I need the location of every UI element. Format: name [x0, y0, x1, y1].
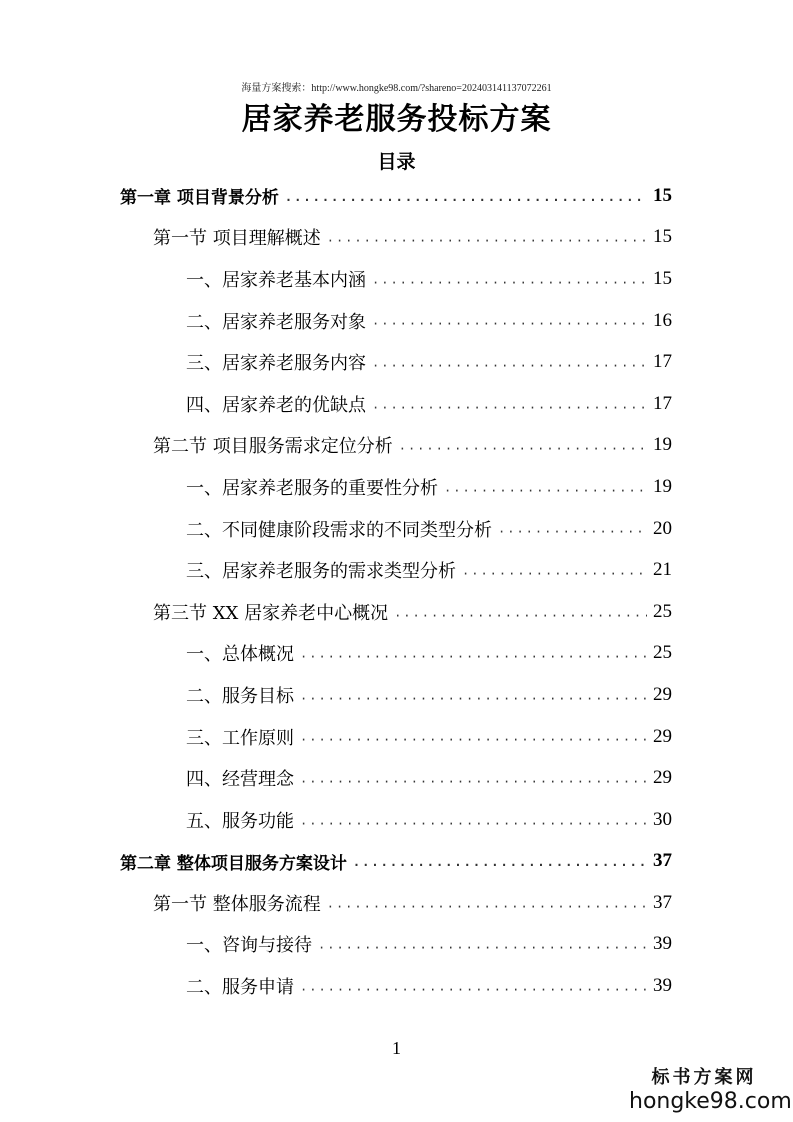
- toc-dot-leader: [394, 605, 647, 619]
- toc-entry-page-number: 29: [653, 725, 672, 747]
- toc-entry[interactable]: [0, 425, 793, 467]
- toc-entry-page-number: 29: [653, 683, 672, 705]
- toc-dot-leader: [444, 480, 647, 494]
- toc-entry[interactable]: [0, 716, 793, 758]
- toc-dot-leader: [399, 438, 647, 452]
- toc-entry-label: 第三节 XX 居家养老中心概况: [153, 602, 389, 624]
- toc-heading: 目录: [377, 151, 416, 173]
- toc-dot-leader: [353, 854, 647, 868]
- toc-entry[interactable]: [0, 466, 793, 508]
- toc-entry-page-number: 21: [653, 559, 672, 581]
- toc-dot-leader: [300, 729, 647, 743]
- toc-entry[interactable]: [0, 508, 793, 550]
- toc-entry-label: 三、居家养老服务的需求类型分析: [186, 561, 456, 583]
- toc-entry-label: 第二节 项目服务需求定位分析: [153, 436, 393, 458]
- watermark-title: 标书方案网: [651, 1067, 757, 1088]
- toc-dot-leader: [300, 771, 647, 785]
- toc-entry-label: 第二章 整体项目服务方案设计: [120, 853, 347, 874]
- toc-entry-label: 四、经营理念: [186, 769, 294, 791]
- page-number: 1: [392, 1038, 401, 1058]
- toc-entry-page-number: 25: [653, 600, 672, 622]
- toc-dot-leader: [462, 563, 647, 577]
- toc-entry-label: 一、咨询与接待: [186, 935, 312, 957]
- toc-dot-leader: [327, 896, 647, 910]
- toc-entry-label: 一、总体概况: [186, 644, 294, 666]
- toc-entry-label: 五、服务功能: [186, 810, 294, 832]
- toc-dot-leader: [300, 688, 647, 702]
- toc-entry[interactable]: [0, 757, 793, 799]
- toc-entry-label: 二、服务申请: [186, 977, 294, 999]
- toc-entry-page-number: 30: [653, 808, 672, 830]
- toc-entry[interactable]: [0, 591, 793, 633]
- toc-entry-label: 第一节 整体服务流程: [153, 893, 321, 915]
- toc-entry[interactable]: [0, 882, 793, 924]
- toc-entry-label: 四、居家养老的优缺点: [186, 394, 366, 416]
- toc-entry[interactable]: [0, 965, 793, 1007]
- toc-entry-page-number: 15: [653, 226, 672, 248]
- toc-entry-page-number: 25: [653, 642, 672, 664]
- toc-entry-page-number: 17: [653, 392, 672, 414]
- toc-entry-label: 一、居家养老基本内涵: [186, 269, 366, 291]
- toc-entry-label: 第一节 项目理解概述: [153, 228, 321, 250]
- toc-entry-label: 一、居家养老服务的重要性分析: [186, 477, 438, 499]
- toc-entry-page-number: 37: [653, 850, 672, 872]
- toc-dot-leader: [498, 521, 647, 535]
- toc-entry-page-number: 37: [653, 891, 672, 913]
- toc-entry-label: 第一章 项目背景分析: [120, 188, 279, 209]
- toc-entry[interactable]: [0, 341, 793, 383]
- toc-entry-label: 三、工作原则: [186, 727, 294, 749]
- site-watermark-logo: [629, 1063, 792, 1114]
- toc-entry[interactable]: [0, 924, 793, 966]
- toc-dot-leader: [300, 646, 647, 660]
- toc-entry[interactable]: [0, 841, 793, 883]
- toc-entry-page-number: 17: [653, 351, 672, 373]
- toc-entry[interactable]: [0, 300, 793, 342]
- toc-dot-leader: [372, 272, 647, 286]
- toc-entry-page-number: 15: [653, 184, 672, 206]
- toc-dot-leader: [300, 979, 647, 993]
- toc-entry-page-number: 39: [653, 975, 672, 997]
- toc-dot-leader: [372, 313, 647, 327]
- toc-entry-page-number: 15: [653, 267, 672, 289]
- toc-dot-leader: [300, 813, 647, 827]
- toc-entry[interactable]: [0, 549, 793, 591]
- toc-entry-label: 三、居家养老服务内容: [186, 353, 366, 375]
- toc-entry-label: 二、居家养老服务对象: [186, 311, 366, 333]
- toc-entry[interactable]: [0, 175, 793, 217]
- toc-entry-page-number: 29: [653, 767, 672, 789]
- toc-entry[interactable]: [0, 383, 793, 425]
- watermark-domain: hongke98.com: [629, 1089, 792, 1114]
- toc-entry-label: 二、不同健康阶段需求的不同类型分析: [186, 519, 492, 541]
- toc-entry-page-number: 19: [653, 434, 672, 456]
- toc-entry-page-number: 39: [653, 933, 672, 955]
- toc-entry[interactable]: [0, 258, 793, 300]
- document-title: 居家养老服务投标方案: [241, 102, 552, 137]
- toc-entry[interactable]: [0, 799, 793, 841]
- toc-dot-leader: [285, 189, 647, 203]
- toc-entry[interactable]: [0, 674, 793, 716]
- toc-entry-page-number: 16: [653, 309, 672, 331]
- toc-entry[interactable]: [0, 633, 793, 675]
- toc-dot-leader: [318, 937, 647, 951]
- toc-dot-leader: [372, 397, 647, 411]
- source-url-header: 海量方案搜索：http://www.hongke98.com/?shareno=202403141137072261: [241, 83, 552, 94]
- table-of-contents: [0, 175, 793, 1007]
- toc-entry-label: 二、服务目标: [186, 685, 294, 707]
- toc-dot-leader: [372, 355, 647, 369]
- toc-entry-page-number: 19: [653, 475, 672, 497]
- toc-entry[interactable]: [0, 217, 793, 259]
- toc-entry-page-number: 20: [653, 517, 672, 539]
- toc-dot-leader: [327, 230, 647, 244]
